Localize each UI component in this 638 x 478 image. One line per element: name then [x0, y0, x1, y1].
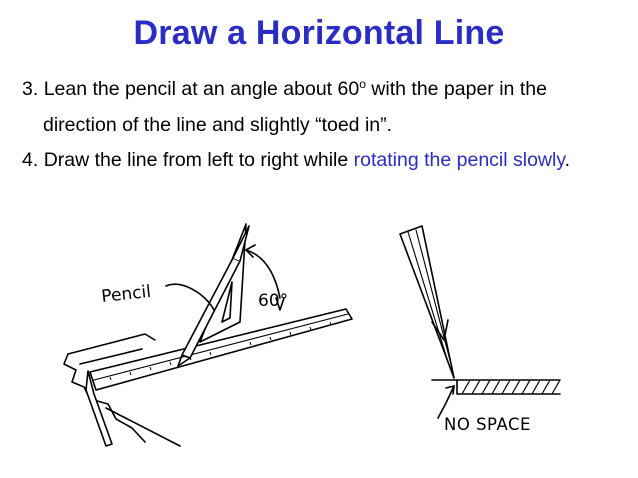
pencil-angle-drawing	[50, 214, 380, 449]
pencil-shade-line-2	[416, 230, 452, 368]
step-4-highlight: rotating the pencil slowly	[353, 149, 565, 171]
pencil-angle-illustration	[50, 214, 380, 449]
pencil-upper	[233, 226, 249, 261]
slide-title: Draw a Horizontal Line	[133, 14, 505, 52]
step-3-line2: direction of the line and slightly “toed in”.	[43, 114, 393, 136]
no-space-label: NO SPACE	[444, 415, 531, 434]
step-4-text-after: .	[564, 149, 571, 171]
no-space-illustration	[388, 222, 578, 442]
step-3-line1-before: Lean the pencil at an angle about 60	[43, 78, 360, 100]
pencil-label: Pencil	[100, 281, 152, 307]
degree-superscript: o	[359, 77, 366, 91]
step-4-number: 4.	[22, 149, 39, 171]
board-top-edge	[68, 334, 155, 354]
step-4-text	[22, 142, 632, 178]
step-4-text-before: Draw the line from left to right while	[43, 149, 354, 171]
no-space-drawing	[388, 222, 578, 442]
angle-label: 60°	[258, 291, 289, 311]
straightedge-hatching	[462, 380, 560, 394]
no-space-arrow	[438, 386, 454, 418]
step-3-number: 3.	[22, 78, 39, 100]
step-3-text	[22, 66, 622, 143]
step-3-line1-after: with the paper in the	[365, 78, 547, 100]
